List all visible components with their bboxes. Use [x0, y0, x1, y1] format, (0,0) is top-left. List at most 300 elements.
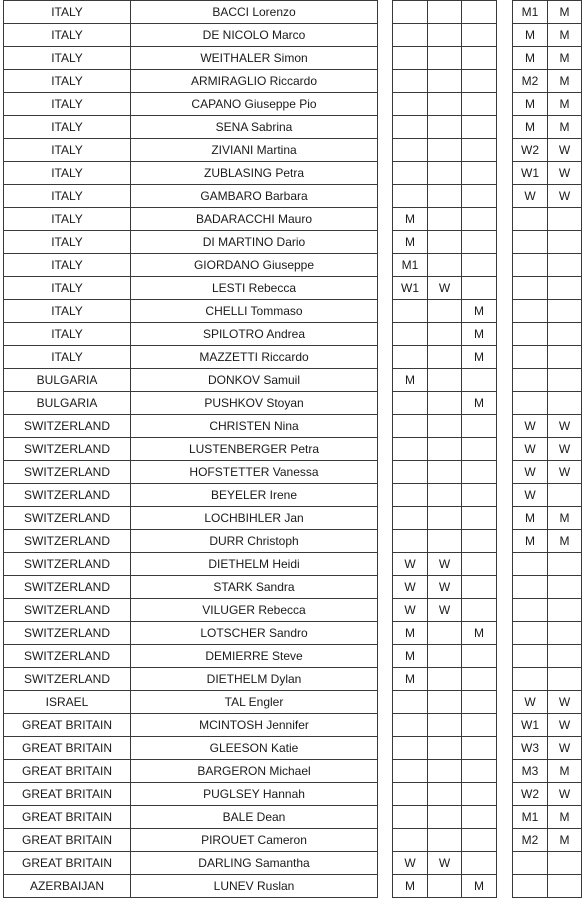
event-a-cell	[428, 806, 462, 829]
event-b-cell	[548, 852, 582, 875]
table-row	[4, 93, 378, 116]
event-a-cell	[462, 691, 497, 714]
event-a-cell: W	[393, 553, 428, 576]
event-b-cell: M	[548, 47, 582, 70]
event-a-cell	[393, 47, 428, 70]
event-b-cell: M1	[513, 806, 548, 829]
athlete-name-cell: ZUBLASING Petra	[131, 162, 378, 185]
athlete-name-cell: LOTSCHER Sandro	[131, 622, 378, 645]
table-row	[4, 691, 378, 714]
event-b-cell	[513, 392, 548, 415]
table-row	[513, 438, 582, 461]
event-b-cell: M2	[513, 829, 548, 852]
table-row	[393, 645, 497, 668]
table-row	[393, 415, 497, 438]
table-row	[393, 70, 497, 93]
event-a-cell	[393, 760, 428, 783]
event-b-cell: W	[513, 484, 548, 507]
event-b-cell	[513, 323, 548, 346]
event-b-cell	[548, 576, 582, 599]
table-row	[513, 323, 582, 346]
event-b-cell: M	[513, 93, 548, 116]
table-row	[393, 507, 497, 530]
table-row	[513, 622, 582, 645]
event-a-cell	[393, 783, 428, 806]
event-a-cell	[393, 737, 428, 760]
athlete-name-cell: MCINTOSH Jennifer	[131, 714, 378, 737]
event-a-cell	[428, 346, 462, 369]
table-row	[393, 116, 497, 139]
table-row	[393, 162, 497, 185]
table-row	[393, 806, 497, 829]
athlete-name-cell: HOFSTETTER Vanessa	[131, 461, 378, 484]
table-row	[393, 1, 497, 24]
table-row	[393, 323, 497, 346]
athlete-name-cell: DARLING Samantha	[131, 852, 378, 875]
table-row	[513, 185, 582, 208]
event-b-cell: W	[548, 415, 582, 438]
table-row	[4, 806, 378, 829]
table-row	[4, 645, 378, 668]
table-row	[513, 300, 582, 323]
athlete-name-cell: GIORDANO Giuseppe	[131, 254, 378, 277]
table-row	[513, 852, 582, 875]
table-row	[4, 139, 378, 162]
athlete-name-cell: ARMIRAGLIO Riccardo	[131, 70, 378, 93]
country-cell: GREAT BRITAIN	[4, 760, 131, 783]
event-a-cell	[393, 438, 428, 461]
table-row	[4, 208, 378, 231]
athlete-name-cell: BADARACCHI Mauro	[131, 208, 378, 231]
event-a-cell	[462, 599, 497, 622]
country-cell: ITALY	[4, 139, 131, 162]
event-a-cell: W	[428, 576, 462, 599]
event-b-cell	[513, 277, 548, 300]
event-b-cell	[548, 254, 582, 277]
country-cell: BULGARIA	[4, 392, 131, 415]
table-row	[4, 438, 378, 461]
table-row	[393, 277, 497, 300]
table-row	[4, 185, 378, 208]
event-a-cell	[428, 622, 462, 645]
event-b-cell: W	[513, 691, 548, 714]
event-b-cell	[513, 576, 548, 599]
country-cell: ITALY	[4, 231, 131, 254]
country-cell: SWITZERLAND	[4, 599, 131, 622]
event-b-cell	[548, 346, 582, 369]
country-cell: ITALY	[4, 93, 131, 116]
athlete-name-cell: SENA Sabrina	[131, 116, 378, 139]
event-a-cell	[393, 461, 428, 484]
event-a-cell	[428, 1, 462, 24]
table-row	[393, 668, 497, 691]
table-row	[4, 668, 378, 691]
table-row	[4, 24, 378, 47]
table-row	[4, 553, 378, 576]
event-b-cell: M2	[513, 70, 548, 93]
event-a-cell	[428, 254, 462, 277]
event-a-cell	[393, 392, 428, 415]
event-b-cell: W	[548, 714, 582, 737]
event-b-cell: W3	[513, 737, 548, 760]
country-cell: SWITZERLAND	[4, 484, 131, 507]
event-b-cell: M	[513, 116, 548, 139]
event-a-cell	[393, 691, 428, 714]
athlete-name-cell: CAPANO Giuseppe Pio	[131, 93, 378, 116]
event-b-cell	[513, 231, 548, 254]
event-b-cell	[513, 668, 548, 691]
event-a-cell	[462, 576, 497, 599]
country-cell: ITALY	[4, 24, 131, 47]
event-b-cell	[548, 300, 582, 323]
table-row	[393, 47, 497, 70]
athlete-name-cell: PUSHKOV Stoyan	[131, 392, 378, 415]
athlete-name-cell: DE NICOLO Marco	[131, 24, 378, 47]
athlete-name-cell: CHELLI Tommaso	[131, 300, 378, 323]
athlete-table	[3, 0, 378, 898]
country-cell: ITALY	[4, 300, 131, 323]
table-row	[393, 461, 497, 484]
event-a-cell	[428, 208, 462, 231]
country-cell: ITALY	[4, 254, 131, 277]
event-b-cell	[548, 231, 582, 254]
event-a-cell: M	[462, 622, 497, 645]
athlete-name-cell: MAZZETTI Riccardo	[131, 346, 378, 369]
country-cell: SWITZERLAND	[4, 553, 131, 576]
country-cell: ITALY	[4, 185, 131, 208]
table-row	[513, 668, 582, 691]
country-cell: ITALY	[4, 346, 131, 369]
table-row	[393, 208, 497, 231]
country-cell: ITALY	[4, 323, 131, 346]
event-a-cell	[462, 24, 497, 47]
athlete-name-cell: WEITHALER Simon	[131, 47, 378, 70]
event-a-cell	[462, 185, 497, 208]
event-b-cell	[548, 323, 582, 346]
event-a-cell	[428, 70, 462, 93]
table-row	[393, 691, 497, 714]
country-cell: ITALY	[4, 277, 131, 300]
event-b-cell: W	[513, 415, 548, 438]
table-row	[513, 93, 582, 116]
event-a-cell: M	[393, 875, 428, 898]
event-b-cell	[548, 369, 582, 392]
country-cell: SWITZERLAND	[4, 415, 131, 438]
event-a-cell	[462, 507, 497, 530]
athlete-name-cell: ZIVIANI Martina	[131, 139, 378, 162]
table-row	[513, 507, 582, 530]
event-b-cell: M	[513, 24, 548, 47]
athlete-name-cell: BALE Dean	[131, 806, 378, 829]
table-row	[513, 47, 582, 70]
event-b-cell: M	[513, 47, 548, 70]
event-a-cell	[393, 714, 428, 737]
country-cell: ISRAEL	[4, 691, 131, 714]
table-row	[4, 484, 378, 507]
event-group-b-table	[512, 0, 582, 898]
event-a-cell: M	[393, 645, 428, 668]
table-row	[4, 231, 378, 254]
table-row	[393, 139, 497, 162]
event-a-cell: W	[428, 852, 462, 875]
event-a-cell	[428, 392, 462, 415]
table-row	[513, 875, 582, 898]
event-a-cell: W1	[393, 277, 428, 300]
athlete-name-cell: BEYELER Irene	[131, 484, 378, 507]
event-a-cell	[462, 714, 497, 737]
athlete-name-cell: GAMBARO Barbara	[131, 185, 378, 208]
event-a-cell	[462, 461, 497, 484]
event-a-cell	[462, 70, 497, 93]
athlete-name-cell: GLEESON Katie	[131, 737, 378, 760]
event-b-cell	[548, 553, 582, 576]
event-a-cell: M	[393, 622, 428, 645]
country-cell: GREAT BRITAIN	[4, 806, 131, 829]
table-row	[4, 277, 378, 300]
event-b-cell	[548, 599, 582, 622]
event-a-cell	[462, 162, 497, 185]
country-cell: SWITZERLAND	[4, 438, 131, 461]
event-a-cell	[428, 369, 462, 392]
table-row	[513, 254, 582, 277]
event-b-cell: W	[548, 438, 582, 461]
event-b-cell: M	[548, 93, 582, 116]
table-row	[393, 829, 497, 852]
table-row	[513, 277, 582, 300]
event-b-cell	[548, 622, 582, 645]
event-b-cell	[513, 553, 548, 576]
table-row	[4, 461, 378, 484]
athlete-name-cell: LOCHBIHLER Jan	[131, 507, 378, 530]
event-a-cell	[428, 47, 462, 70]
event-a-cell	[428, 231, 462, 254]
table-row	[513, 369, 582, 392]
table-row	[513, 760, 582, 783]
table-row	[513, 530, 582, 553]
event-a-cell	[393, 323, 428, 346]
event-a-cell	[428, 93, 462, 116]
event-a-cell	[462, 438, 497, 461]
table-row	[513, 231, 582, 254]
event-b-cell	[513, 645, 548, 668]
table-row	[393, 737, 497, 760]
event-b-cell: M	[548, 1, 582, 24]
country-cell: GREAT BRITAIN	[4, 852, 131, 875]
country-cell: SWITZERLAND	[4, 576, 131, 599]
table-row	[513, 346, 582, 369]
event-b-cell: M	[548, 24, 582, 47]
event-b-cell: W	[548, 737, 582, 760]
event-a-cell	[393, 139, 428, 162]
event-b-cell	[513, 852, 548, 875]
table-row	[513, 1, 582, 24]
athlete-name-cell: DEMIERRE Steve	[131, 645, 378, 668]
event-a-cell	[462, 231, 497, 254]
event-a-cell	[428, 714, 462, 737]
event-b-cell	[513, 208, 548, 231]
table-row	[513, 461, 582, 484]
event-a-cell: M	[462, 300, 497, 323]
athlete-name-cell: DIETHELM Heidi	[131, 553, 378, 576]
event-a-cell	[462, 93, 497, 116]
event-a-cell: W	[393, 599, 428, 622]
table-row	[393, 622, 497, 645]
event-a-cell	[393, 93, 428, 116]
event-a-cell	[462, 116, 497, 139]
table-row	[513, 24, 582, 47]
event-a-cell	[428, 645, 462, 668]
country-cell: ITALY	[4, 116, 131, 139]
event-a-cell	[393, 185, 428, 208]
event-a-cell	[462, 484, 497, 507]
table-row	[513, 737, 582, 760]
event-a-cell	[462, 668, 497, 691]
country-cell: ITALY	[4, 47, 131, 70]
event-a-cell: M	[462, 323, 497, 346]
event-a-cell	[393, 70, 428, 93]
event-a-cell: M	[393, 208, 428, 231]
table-row	[393, 530, 497, 553]
event-a-cell	[462, 806, 497, 829]
table-row	[4, 162, 378, 185]
event-b-cell	[513, 300, 548, 323]
event-a-cell: W	[393, 852, 428, 875]
athlete-name-cell: DONKOV Samuil	[131, 369, 378, 392]
table-row	[393, 576, 497, 599]
event-a-cell: M	[462, 875, 497, 898]
table-row	[513, 691, 582, 714]
event-a-cell	[462, 47, 497, 70]
event-b-cell	[513, 622, 548, 645]
table-row	[4, 783, 378, 806]
table-row	[4, 714, 378, 737]
table-row	[4, 47, 378, 70]
table-row	[393, 24, 497, 47]
table-row	[513, 783, 582, 806]
event-b-cell: M	[548, 70, 582, 93]
athlete-name-cell: STARK Sandra	[131, 576, 378, 599]
table-row	[4, 760, 378, 783]
table-row	[513, 714, 582, 737]
event-a-cell	[428, 875, 462, 898]
table-row	[393, 300, 497, 323]
event-a-cell: M	[462, 346, 497, 369]
event-a-cell	[428, 300, 462, 323]
event-a-cell	[462, 415, 497, 438]
event-a-cell	[428, 737, 462, 760]
event-a-cell	[462, 530, 497, 553]
table-row	[393, 553, 497, 576]
athlete-name-cell: VILUGER Rebecca	[131, 599, 378, 622]
table-row	[513, 553, 582, 576]
event-b-cell: M	[513, 530, 548, 553]
athlete-name-cell: SPILOTRO Andrea	[131, 323, 378, 346]
event-a-cell	[462, 760, 497, 783]
event-b-cell: W	[548, 783, 582, 806]
event-b-cell: W2	[513, 783, 548, 806]
table-row	[513, 484, 582, 507]
event-a-cell	[428, 760, 462, 783]
event-a-cell: W	[428, 599, 462, 622]
table-row	[513, 162, 582, 185]
event-b-cell: W	[513, 461, 548, 484]
athlete-name-cell: PIROUET Cameron	[131, 829, 378, 852]
table-row	[4, 392, 378, 415]
event-b-cell: M	[548, 760, 582, 783]
athlete-name-cell: DIETHELM Dylan	[131, 668, 378, 691]
event-a-cell	[428, 530, 462, 553]
table-row	[513, 392, 582, 415]
athlete-name-cell: TAL Engler	[131, 691, 378, 714]
table-row	[393, 254, 497, 277]
table-row	[393, 185, 497, 208]
table-row	[393, 346, 497, 369]
event-a-cell: W	[393, 576, 428, 599]
table-row	[513, 70, 582, 93]
event-b-cell: M	[548, 507, 582, 530]
event-a-cell	[462, 369, 497, 392]
athlete-name-cell: CHRISTEN Nina	[131, 415, 378, 438]
event-a-cell	[462, 277, 497, 300]
event-b-cell	[513, 599, 548, 622]
table-row	[4, 507, 378, 530]
table-row	[393, 484, 497, 507]
country-cell: GREAT BRITAIN	[4, 714, 131, 737]
event-a-cell	[462, 1, 497, 24]
table-row	[393, 438, 497, 461]
event-a-cell: W	[428, 553, 462, 576]
event-a-cell	[428, 162, 462, 185]
table-row	[393, 599, 497, 622]
event-a-cell	[462, 139, 497, 162]
event-b-cell	[513, 346, 548, 369]
country-cell: SWITZERLAND	[4, 530, 131, 553]
table-row	[513, 116, 582, 139]
event-a-cell	[393, 415, 428, 438]
event-a-cell	[393, 484, 428, 507]
table-row	[513, 208, 582, 231]
event-a-cell	[393, 346, 428, 369]
event-a-cell: W	[428, 277, 462, 300]
event-a-cell	[462, 645, 497, 668]
event-b-cell	[513, 254, 548, 277]
country-cell: ITALY	[4, 70, 131, 93]
event-a-cell	[393, 300, 428, 323]
athlete-name-cell: PUGLSEY Hannah	[131, 783, 378, 806]
event-a-cell	[462, 553, 497, 576]
event-b-cell: W	[548, 461, 582, 484]
table-row	[4, 875, 378, 898]
table-row	[393, 231, 497, 254]
event-b-cell: W	[548, 185, 582, 208]
country-cell: GREAT BRITAIN	[4, 783, 131, 806]
table-row	[4, 530, 378, 553]
event-b-cell	[548, 645, 582, 668]
event-a-cell	[462, 254, 497, 277]
table-row	[513, 829, 582, 852]
event-a-cell	[393, 806, 428, 829]
country-cell: SWITZERLAND	[4, 507, 131, 530]
event-b-cell	[548, 277, 582, 300]
event-b-cell: M	[548, 806, 582, 829]
athlete-name-cell: BACCI Lorenzo	[131, 1, 378, 24]
table-row	[513, 139, 582, 162]
event-b-cell	[513, 875, 548, 898]
table-row	[4, 300, 378, 323]
event-a-cell: M1	[393, 254, 428, 277]
event-a-cell	[393, 162, 428, 185]
event-a-cell	[428, 139, 462, 162]
